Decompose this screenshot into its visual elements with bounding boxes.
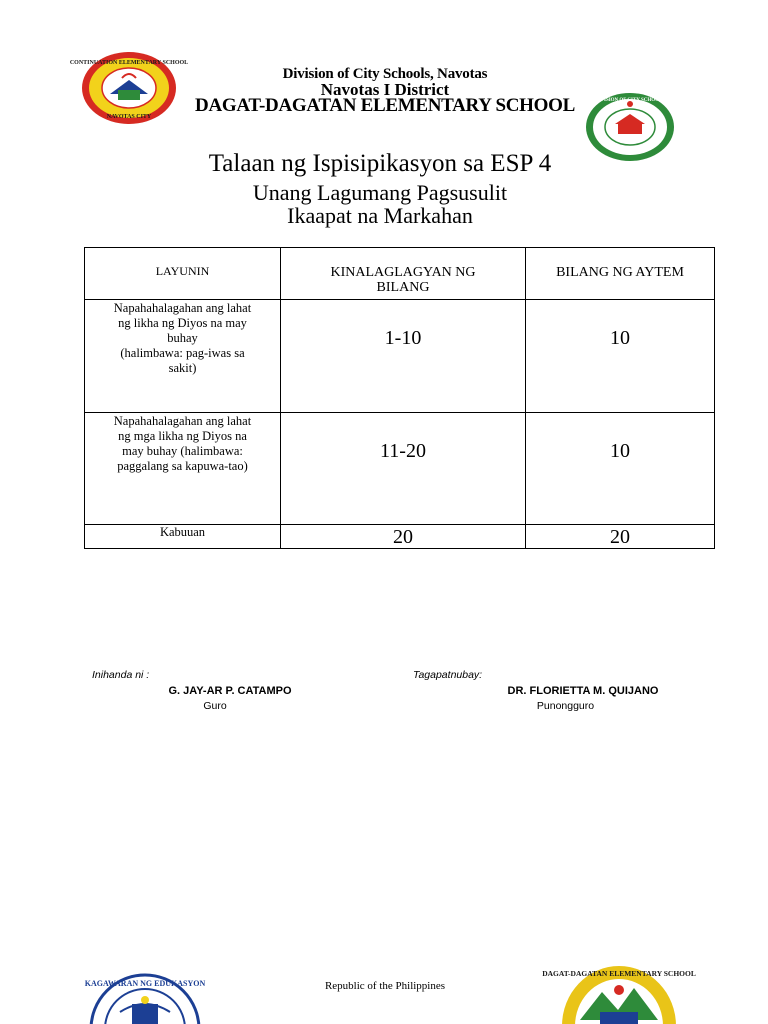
school-seal-bottom-right [542, 962, 696, 1024]
district-name: Navotas I District [320, 80, 450, 99]
table-total-row [85, 525, 715, 549]
svg-text:DIVISION OF CITY SCHOOLS: DIVISION OF CITY SCHOOLS [594, 98, 666, 103]
svg-text:KAGAWARAN NG EDUKASYON: KAGAWARAN NG EDUKASYON [84, 979, 206, 988]
objective-cell: Napahahalagahan ang lahat ng mga likha ng Diyos na may buhay (halimbawa: paggalang sa kapuwa-tao) [85, 413, 281, 525]
document-title: Talaan ng Ispisipikasyon sa ESP 4 [208, 150, 552, 177]
prepared-by-name: G. JAY-AR P. CATAMPO [168, 685, 292, 697]
items-cell: 10 [526, 300, 715, 413]
items-cell: 10 [526, 413, 715, 525]
table-row [85, 300, 715, 413]
header-kinalaglagyan: KINALAGLAGYAN NG BILANG [281, 248, 526, 300]
objective-cell: Napahahalagahan ang lahat ng likha ng Diyos na may buhay (halimbawa: pag-iwas sa sakit) [85, 300, 281, 413]
noted-by-label: Tagapatnubay: [413, 669, 483, 681]
document-subtitle-2: Ikaapat na Markahan [287, 203, 473, 228]
svg-text:NAVOTAS CITY: NAVOTAS CITY [106, 114, 152, 120]
placement-cell: 11-20 [281, 413, 526, 525]
total-placement: 20 [281, 525, 526, 549]
specification-table [84, 247, 715, 549]
noted-by-role: Punongguro [536, 700, 595, 712]
school-name: DAGAT-DAGATAN ELEMENTARY SCHOOL [195, 95, 575, 116]
republic-label: Republic of the Philippines [324, 980, 446, 992]
svg-text:DAGAT-DAGATAN ELEMENTARY SCHOO: DAGAT-DAGATAN ELEMENTARY SCHOOL [542, 969, 696, 978]
total-items: 20 [526, 525, 715, 549]
svg-text:NAVOTAS: NAVOTAS [616, 148, 644, 154]
document-subtitle-1: Unang Lagumang Pagsusulit [252, 180, 508, 205]
prepared-by-role: Guro [203, 700, 227, 712]
prepared-by-label: Inihanda ni : [92, 669, 150, 681]
total-label: Kabuuan [85, 525, 281, 549]
header-layunin: LAYUNIN [85, 248, 281, 300]
placement-cell: 1-10 [281, 300, 526, 413]
table-row [85, 413, 715, 525]
noted-by-name: DR. FLORIETTA M. QUIJANO [507, 685, 659, 697]
deped-seal-bottom-left [84, 972, 206, 1024]
school-logo-left-text: CONTINUATION ELEMENTARY SCHOOL [69, 60, 189, 66]
header-bilang: BILANG NG AYTEM [526, 248, 715, 300]
table-header-row [85, 248, 715, 300]
division-name: Division of City Schools, Navotas [282, 66, 488, 82]
